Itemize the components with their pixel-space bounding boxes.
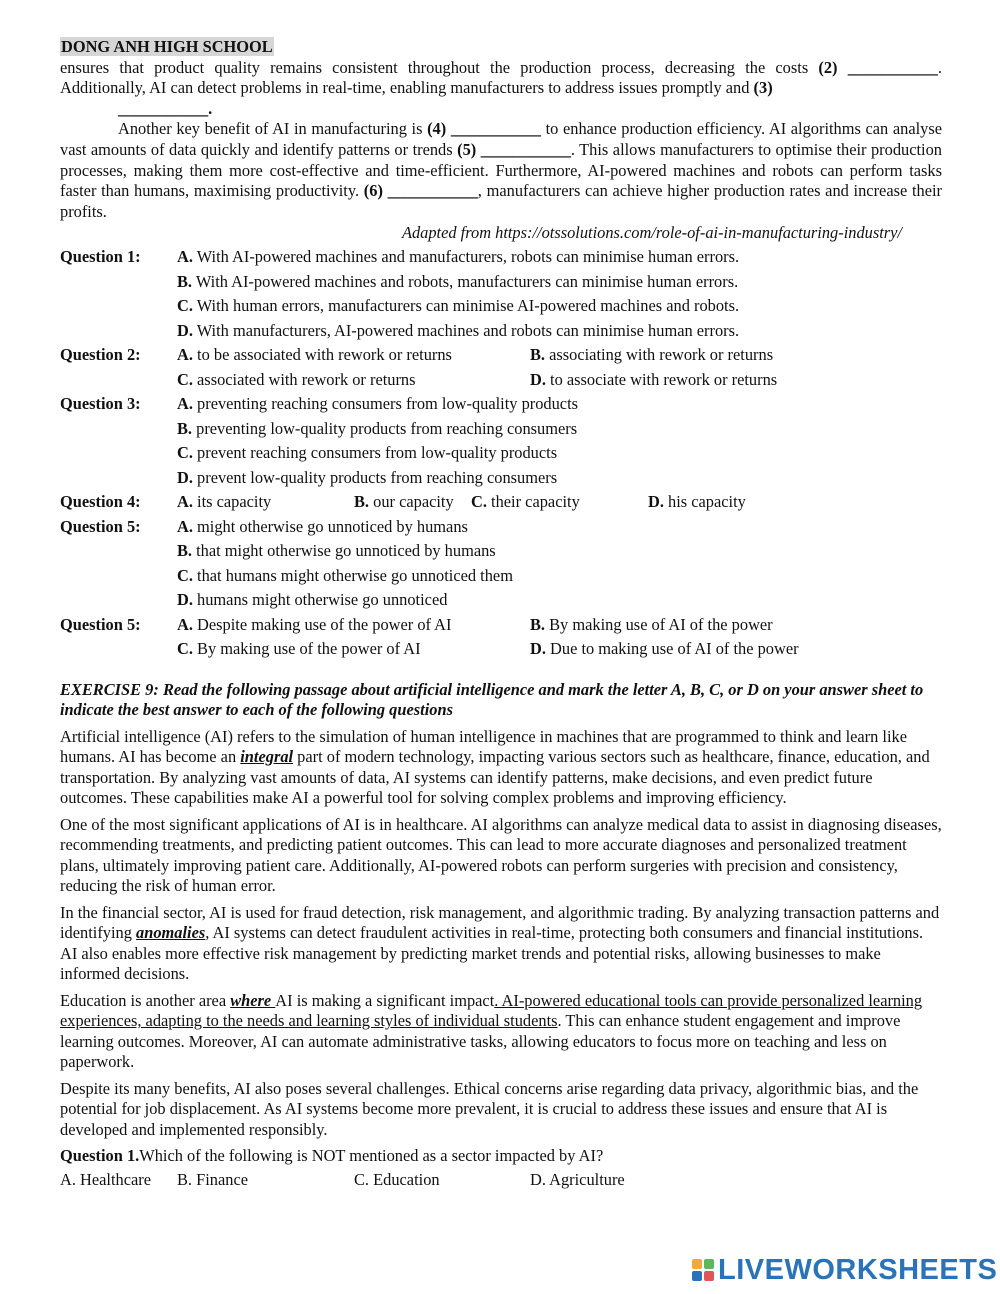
passage-text: Another key benefit of AI in manufacturing is: [118, 119, 423, 139]
question-text: Which of the following is NOT mentioned as a sector impacted by AI?: [139, 1146, 604, 1166]
option-text: prevent reaching consumers from low-quality products: [192, 443, 558, 463]
option-letter: B.: [177, 271, 193, 291]
article-text: Education is another area: [60, 990, 231, 1010]
answer-option[interactable]: [177, 321, 739, 342]
option-letter: A.: [177, 247, 193, 267]
passage-text: . This allows manufacturers to optimise their production processes, making them more cost-effective and time-efficient. Furthermore, AI-powered machines and robots can perform tasks faster than humans, maximising productivity.: [60, 139, 942, 201]
option-letter: D.: [177, 320, 193, 340]
option-text: his capacity: [663, 492, 746, 512]
article-paragraph-5: Despite its many benefits, AI also poses several challenges. Ethical concerns arise regarding data privacy, algorithmic bias, and the potential for job displacement. As AI systems become more prevalent, it is crucial to address these issues and ensure that AI is developed and implemented responsibly.: [60, 1078, 919, 1139]
question-block-cont: [60, 272, 942, 297]
option-text: Due to making use of AI of the power: [545, 639, 799, 659]
gap-number-4: (4): [427, 119, 447, 139]
gap-number-6: (6): [363, 181, 383, 201]
logo-mark-icon: [692, 1259, 714, 1281]
question-block-cont: [60, 443, 942, 468]
answer-option[interactable]: [177, 345, 452, 366]
underlined-sentence: . AI-powered educational tools can provide personalized learning experiences, adapting to the needs and learning styles of individual students: [60, 990, 923, 1031]
passage-paragraph-2: [60, 119, 942, 222]
option-letter: D.: [530, 369, 546, 389]
option-letter: A.: [177, 614, 193, 634]
option-text: prevent low-quality products from reaching consumers: [192, 467, 558, 487]
answer-option[interactable]: [177, 541, 496, 562]
option-letter: B.: [354, 492, 370, 512]
option-letter: B.: [530, 345, 546, 365]
gap-number-3: (3): [753, 78, 773, 98]
answer-option[interactable]: [471, 492, 580, 513]
question-label: Question 3:: [60, 394, 141, 414]
answer-option[interactable]: [177, 394, 578, 415]
school-name: DONG ANH HIGH SCHOOL: [61, 37, 273, 56]
passage-text: to enhance production efficiency. AI algorithms can analyse vast amounts of data quickly and identify patterns or trends: [60, 119, 942, 159]
option-text: our capacity: [369, 492, 454, 512]
answer-option[interactable]: [177, 566, 513, 587]
article-text: . This can enhance student engagement and improve learning outcomes. Moreover, AI can automate administrative tasks, allowing educators to focus more on teaching and less on paperwork.: [60, 1011, 901, 1072]
answer-option[interactable]: [177, 615, 451, 636]
question-block: [60, 345, 942, 370]
option-letter: B.: [177, 541, 193, 561]
article-text: , AI systems can detect fraudulent activities in real-time, protecting both consumers and financial institutions. AI also enables more effective risk management by predicting market trends and potential risks, allowing businesses to make informed decisions.: [60, 923, 924, 984]
answer-option[interactable]: [177, 639, 421, 660]
option-text: might otherwise go unnoticed by humans: [192, 516, 468, 536]
answer-option[interactable]: [177, 492, 271, 513]
option-text: With AI-powered machines and robots, manufacturers can minimise human errors.: [192, 271, 739, 291]
article-text: part of modern technology, impacting various sectors such as healthcare, finance, education, and transportation. By analyzing vast amounts of data, AI systems can identify patterns, make decisions, and even predict future outcomes. These capabilities make AI a powerful tool for solving complex problems and improving efficiency.: [60, 747, 930, 808]
question-block-cont: [60, 590, 942, 615]
question-block-cont: [60, 296, 942, 321]
option-letter: C.: [177, 296, 193, 316]
question-block: [60, 394, 942, 419]
option-letter: B.: [530, 614, 546, 634]
option-letter: C.: [177, 443, 193, 463]
article-paragraph-3: [60, 903, 942, 985]
question-block-cont: [60, 419, 942, 444]
gap-number-2: (2): [818, 57, 838, 77]
passage-text: Additionally, AI can detect problems in real-time, enabling manufacturers to address issues promptly and: [60, 78, 750, 98]
passage-text: ensures that product quality remains consistent throughout the production process, decreasing the costs: [60, 57, 809, 77]
exercise-9-heading: EXERCISE 9: Read the following passage about artificial intelligence and mark the letter A, B, C, or D on your answer sheet to indicate the best answer to each of the following questions: [60, 679, 924, 720]
option-letter: C.: [177, 369, 193, 389]
school-header: [60, 37, 942, 58]
spacer: [60, 664, 942, 680]
option-text: humans might otherwise go unnoticed: [192, 590, 448, 610]
article-text: In the financial sector, AI is used for fraud detection, risk management, and algorithmic trading. By analyzing transaction patterns and identifying: [60, 902, 940, 943]
answer-option[interactable]: A. Healthcare: [60, 1169, 152, 1189]
article-paragraph-4: [60, 991, 942, 1073]
question-block-cont: [60, 566, 942, 591]
question-block: [60, 247, 942, 272]
article-paragraph-2: One of the most significant applications of AI is in healthcare. AI algorithms can analyze medical data to assist in diagnosing diseases, recommending treatments, and predicting patient outcomes. This can lead to more accurate diagnoses and personalized treatment plans, ultimately improving patient care. Additionally, AI-powered robots can perform surgeries with precision and consistency, reducing the risk of human error.: [60, 814, 942, 896]
option-text: By making use of AI of the power: [545, 614, 773, 634]
gap-number-5: (5): [457, 139, 477, 159]
question-block-cont: [60, 370, 942, 395]
option-text: that might otherwise go unnoticed by humans: [192, 541, 496, 561]
answer-option[interactable]: [530, 345, 773, 366]
option-text: By making use of the power of AI: [192, 639, 421, 659]
option-text: to associate with rework or returns: [545, 369, 778, 389]
answer-option[interactable]: [177, 419, 577, 440]
answer-option[interactable]: [530, 370, 777, 391]
punctuation: .: [937, 57, 942, 77]
option-letter: D.: [177, 467, 193, 487]
option-text: its capacity: [192, 492, 272, 512]
answer-option[interactable]: [648, 492, 746, 513]
question-block-cont: [60, 321, 942, 346]
option-letter: C.: [471, 492, 487, 512]
option-letter: A.: [177, 492, 193, 512]
answer-option[interactable]: D. Agriculture: [530, 1169, 625, 1189]
article-text: Artificial intelligence (AI) refers to the simulation of human intelligence in machines that are programmed to think and learn like humans. AI has become an: [60, 726, 908, 767]
gap-blank-6[interactable]: ___________: [387, 181, 478, 201]
article-text: AI is making a significant impact: [275, 990, 495, 1010]
option-letter: A.: [177, 394, 193, 414]
passage-text: , manufacturers can achieve higher production rates and increase their profits.: [60, 181, 942, 221]
answer-option[interactable]: B. Finance: [177, 1169, 249, 1189]
option-letter: D.: [530, 639, 546, 659]
option-text: preventing reaching consumers from low-quality products: [192, 394, 579, 414]
option-text: their capacity: [486, 492, 580, 512]
answer-option[interactable]: [177, 590, 447, 611]
option-text: With AI-powered machines and manufacturers, robots can minimise human errors.: [192, 247, 740, 267]
question-label: Question 4:: [60, 492, 141, 512]
question-label: Question 5:: [60, 614, 141, 634]
option-letter: C.: [177, 639, 193, 659]
answer-option[interactable]: [177, 272, 738, 293]
passage-paragraph-1: [60, 58, 942, 99]
article-paragraph-1: [60, 727, 942, 809]
answer-option[interactable]: [177, 247, 739, 268]
answer-option[interactable]: [177, 296, 739, 317]
answer-option[interactable]: [177, 443, 557, 464]
question-label: Question 2:: [60, 345, 141, 365]
answer-option[interactable]: [177, 517, 468, 538]
answer-option[interactable]: [530, 639, 799, 660]
option-letter: A.: [177, 345, 193, 365]
option-text: to be associated with rework or returns: [192, 345, 452, 365]
question-block-cont: [60, 639, 942, 664]
option-letter: C.: [177, 565, 193, 585]
exercise-9-answer-options: [60, 1170, 942, 1194]
option-text: Despite making use of the power of AI: [192, 614, 452, 634]
liveworksheets-logo: [692, 1255, 997, 1285]
exercise-9-question-1: [60, 1146, 942, 1167]
option-text: preventing low-quality products from reaching consumers: [192, 418, 578, 438]
gap-blank-4[interactable]: ___________: [450, 119, 541, 139]
option-text: that humans might otherwise go unnoticed them: [192, 565, 513, 585]
logo-wordmark: LIVEWORKSHEETS: [718, 1253, 998, 1286]
option-letter: D.: [177, 590, 193, 610]
question-block: [60, 615, 942, 640]
answer-option[interactable]: [530, 615, 773, 636]
option-text: associating with rework or returns: [545, 345, 774, 365]
option-text: With human errors, manufacturers can minimise AI-powered machines and robots.: [192, 296, 740, 316]
question-block-cont: [60, 468, 942, 493]
answer-option[interactable]: [354, 492, 454, 513]
option-letter: B.: [177, 418, 193, 438]
answer-option[interactable]: [177, 468, 557, 489]
question-label: Question 1.: [60, 1146, 140, 1166]
question-label: Question 5:: [60, 516, 141, 536]
passage-blank-3-line: [60, 99, 942, 120]
source-citation: Adapted from https://otssolutions.com/role-of-ai-in-manufacturing-industry/: [401, 223, 902, 243]
keyword-integral: integral: [240, 747, 294, 767]
option-text: associated with rework or returns: [192, 369, 416, 389]
answer-option[interactable]: [177, 370, 416, 391]
question-block: [60, 492, 942, 517]
keyword-where: where: [230, 990, 276, 1010]
question-label: Question 1:: [60, 247, 141, 267]
question-block: [60, 517, 942, 542]
gap-blank-3[interactable]: ___________.: [118, 98, 213, 118]
option-letter: A.: [177, 516, 193, 536]
question-block-cont: [60, 541, 942, 566]
gap-blank-2[interactable]: ___________: [847, 57, 938, 77]
keyword-anomalies: anomalies: [136, 923, 206, 943]
option-letter: D.: [648, 492, 664, 512]
worksheet-page: [60, 37, 942, 1194]
gap-blank-5[interactable]: ___________: [480, 139, 571, 159]
option-text: With manufacturers, AI-powered machines and robots can minimise human errors.: [192, 320, 740, 340]
answer-option[interactable]: C. Education: [354, 1169, 440, 1189]
